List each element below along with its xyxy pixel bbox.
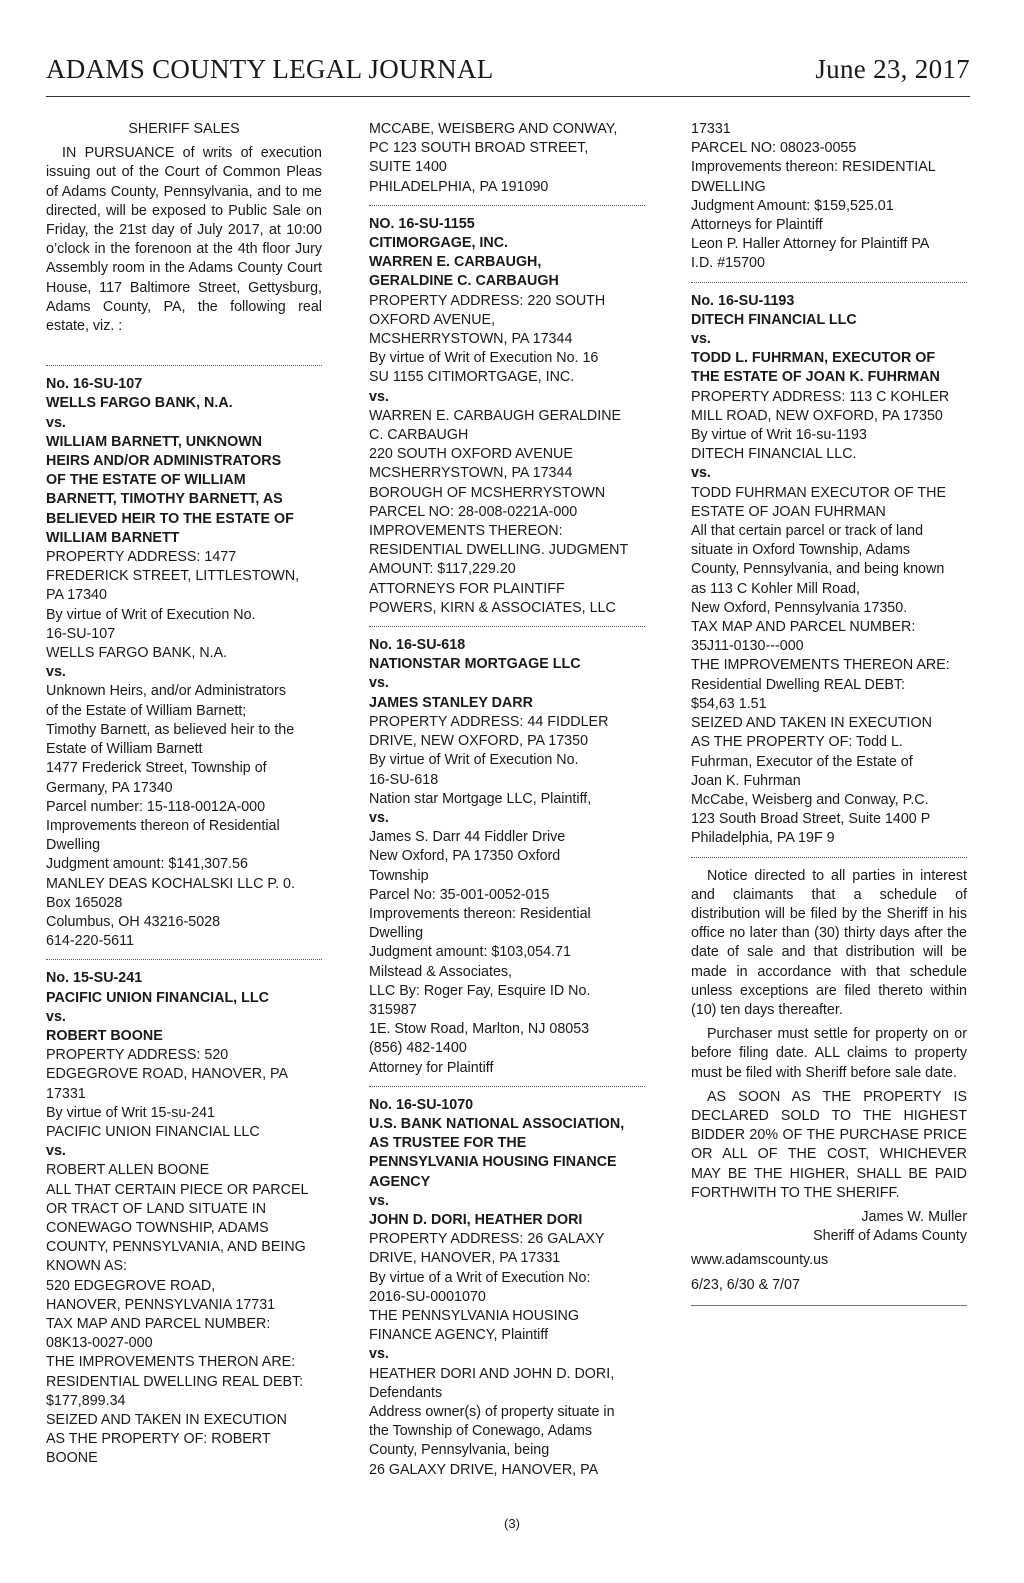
issue-date: June 23, 2017 [815,54,970,84]
text-line: 16-SU-107 [46,625,116,642]
text-line: ALL THAT CERTAIN PIECE OR PARCEL [46,1181,309,1198]
listing-16-su-1193 [691,292,967,849]
column-2 [369,120,645,1480]
listing-details [691,388,967,465]
text-line: 35J11-0130---000 [691,638,804,655]
text-line: 16-SU-618 [369,771,439,788]
text-line: PROPERTY ADDRESS: 113 C KOHLER [691,388,950,405]
text-line: DRIVE, NEW OXFORD, PA 17350 [369,733,589,750]
listing-details [46,682,322,951]
text-line: NATIONSTAR MORTGAGE LLC [369,656,581,673]
text-line: HEIRS AND/OR ADMINISTRATORS [46,453,282,470]
text-line: SU 1155 CITIMORTGAGE, INC. [369,369,575,386]
text-line: 315987 [369,1001,417,1018]
text-line: AS THE PROPERTY OF: ROBERT [46,1431,271,1448]
text-line: 123 South Broad Street, Suite 1400 P [691,811,931,828]
listing-header [46,969,322,1046]
text-line: TAX MAP AND PARCEL NUMBER: [46,1315,271,1332]
text-line: PROPERTY ADDRESS: 220 SOUTH [369,292,606,309]
text-line: Milstead & Associates, [369,963,513,980]
text-line: BOONE [46,1450,98,1467]
text-line: NO. 16-SU-1155 [369,215,475,232]
text-line: BOROUGH OF MCSHERRYSTOWN [369,484,606,501]
text-line: DRIVE, HANOVER, PA 17331 [369,1250,561,1267]
text-line: OR TRACT OF LAND SITUATE IN [46,1200,267,1217]
text-line: Township [369,867,429,884]
text-line: BARNETT, TIMOTHY BARNETT, AS [46,491,283,508]
versus-label: vs. [691,465,711,482]
text-line: JOHN D. DORI, HEATHER DORI [369,1211,583,1228]
text-line: County, Pennsylvania, and being known [691,561,945,578]
text-line: PARCEL NO: 28-008-0221A-000 [369,503,578,520]
text-line: 614-220-5611 [46,933,134,950]
text-line: AS TRUSTEE FOR THE [369,1135,527,1152]
text-line: New Oxford, PA 17350 Oxford [369,848,561,865]
text-line: No. 16-SU-1193 [691,292,795,309]
text-line: ROBERT BOONE [46,1027,163,1044]
text-line: MCSHERRYSTOWN, PA 17344 [369,465,573,482]
text-line: $177,899.34 [46,1392,126,1409]
text-line: COUNTY, PENNSYLVANIA, AND BEING [46,1239,306,1256]
text-line: PACIFIC UNION FINANCIAL LLC [46,1123,260,1140]
text-line: Attorney for Plaintiff [369,1059,494,1076]
text-line: Improvements thereon: RESIDENTIAL [691,159,936,176]
text-line: Improvements thereon of Residential [46,817,280,834]
text-line: vs. [369,675,389,692]
distribution-notice: Notice directed to all parties in interest and claimants that a schedule of distribution will be filed by the Sheriff in his office no later than (30) thirty days after the date of sale and that distribution will be made in accordance with that schedule unless exceptions are filed thereto within (10) ten days thereafter. [691,867,967,1018]
text-line: I.D. #15700 [691,255,765,272]
text-line: Leon P. Haller Attorney for Plaintiff PA [691,236,930,253]
text-line: MCSHERRYSTOWN, PA 17344 [369,331,573,348]
text-line: WILLIAM BARNETT [46,529,180,546]
text-line: No. 16-SU-618 [369,637,466,654]
versus-label: vs. [369,809,389,826]
text-line: THE ESTATE OF JOAN K. FUHRMAN [691,369,940,386]
text-line: WARREN E. CARBAUGH, [369,254,542,271]
listing-details [46,1046,322,1142]
text-line: PARCEL NO: 08023-0055 [691,140,857,157]
text-line: Box 165028 [46,894,123,911]
versus-label: vs. [369,1346,389,1363]
text-line: Dwelling [369,925,424,942]
text-line: U.S. BANK NATIONAL ASSOCIATION, [369,1115,625,1132]
text-line: OF THE ESTATE OF WILLIAM [46,472,246,489]
text-line: the Township of Conewago, Adams [369,1423,593,1440]
listing-15-su-241 [46,969,322,1468]
sheriff-name: James W. Muller [861,1208,967,1225]
text-line: AS THE PROPERTY OF: Todd L. [691,734,903,751]
text-line: Philadelphia, PA 19F 9 [691,830,835,847]
text-line: 26 GALAXY DRIVE, HANOVER, PA [369,1461,599,1478]
text-line: FINANCE AGENCY, Plaintiff [369,1327,549,1344]
text-line: No. 15-SU-241 [46,970,143,987]
masthead [46,54,970,88]
listing-header [369,215,645,292]
publication-dates: 6/23, 6/30 & 7/07 [691,1276,800,1293]
text-line: vs. [46,414,66,431]
text-line: MANLEY DEAS KOCHALSKI LLC P. 0. [46,875,295,892]
listing-16-su-1070 [369,1096,645,1480]
text-line: No. 16-SU-107 [46,376,143,393]
text-line: THE IMPROVEMENTS THEREON ARE: [691,657,950,674]
listing-header [369,1096,645,1230]
column-1 [46,120,322,1469]
text-line: LLC By: Roger Fay, Esquire ID No. [369,982,591,999]
text-line: All that certain parcel or track of land [691,523,924,540]
listing-details [691,484,967,849]
text-line: Nation star Mortgage LLC, Plaintiff, [369,790,592,807]
text-line: as 113 C Kohler Mill Road, [691,580,860,597]
listing-details [46,1161,322,1468]
listing-details [369,828,645,1078]
text-line: James S. Darr 44 Fiddler Drive [369,829,566,846]
text-line: By virtue of Writ of Execution No. [46,606,256,623]
text-line: CITIMORGAGE, INC. [369,235,508,252]
payment-notice: AS SOON AS THE PROPERTY IS DECLARED SOLD TO THE HIGHEST BIDDER 20% OF THE PURCHASE PRICE OR ALL OF THE COST, WHICHEVER MAY BE THE HIGHER, SHALL BE PAID FORTHWITH TO THE SHERIFF. [691,1088,967,1201]
text-line: Improvements thereon: Residential [369,905,591,922]
text-line: vs. [46,1008,66,1025]
text-line: McCabe, Weisberg and Conway, P.C. [691,791,929,808]
text-line: Joan K. Fuhrman [691,772,801,789]
text-line: DITECH FINANCIAL LLC [691,311,857,328]
versus-label: vs. [46,1143,66,1160]
text-line: TODD FUHRMAN EXECUTOR OF THE [691,484,946,501]
continued-text [369,120,645,197]
text-line: $54,63 1.51 [691,695,767,712]
text-line: DITECH FINANCIAL LLC. [691,446,857,463]
text-line: TODD L. FUHRMAN, EXECUTOR OF [691,350,936,367]
listing-header [691,292,967,388]
text-line: WELLS FARGO BANK, N.A. [46,395,233,412]
text-line: Germany, PA 17340 [46,779,173,796]
text-line: PA 17340 [46,587,107,604]
listing-separator [46,365,322,366]
text-line: FREDERICK STREET, LITTLESTOWN, [46,568,300,585]
text-line: ROBERT ALLEN BOONE [46,1162,210,1179]
text-line: EDGEGROVE ROAD, HANOVER, PA [46,1066,289,1083]
text-line: PROPERTY ADDRESS: 520 [46,1047,229,1064]
text-line: 1E. Stow Road, Marlton, NJ 08053 [369,1021,590,1038]
text-line: THE IMPROVEMENTS THERON ARE: [46,1354,296,1371]
text-line: PC 123 SOUTH BROAD STREET, [369,140,589,157]
column-3 [691,120,967,1306]
text-line: WARREN E. CARBAUGH GERALDINE [369,407,622,424]
text-line: PROPERTY ADDRESS: 26 GALAXY [369,1231,605,1248]
text-line: Attorneys for Plaintiff [691,217,823,234]
text-line: ATTORNEYS FOR PLAINTIFF [369,580,565,597]
listing-details [46,548,322,663]
text-line: 520 EDGEGROVE ROAD, [46,1277,216,1294]
listing-separator [691,857,967,858]
text-line: PACIFIC UNION FINANCIAL, LLC [46,989,269,1006]
listing-details [369,407,645,618]
listing-separator [369,626,645,627]
text-line: 1477 Frederick Street, Township of [46,760,267,777]
text-line: Columbus, OH 43216-5028 [46,913,221,930]
page-number: (3) [504,1516,520,1531]
text-line: ESTATE OF JOAN FUHRMAN [691,503,886,520]
purchaser-notice: Purchaser must settle for property on or before filing date. ALL claims to property must be filed with Sheriff before sale date. [691,1026,967,1081]
text-line: SUITE 1400 [369,159,447,176]
text-line: KNOWN AS: [46,1258,128,1275]
listing-details [369,713,645,809]
text-line: SEIZED AND TAKEN IN EXECUTION [691,715,932,732]
text-line: OXFORD AVENUE, [369,311,496,328]
text-line: 2016-SU-0001070 [369,1288,486,1305]
text-line: situate in Oxford Township, Adams [691,542,911,559]
text-line: County, Pennsylvania, being [369,1442,550,1459]
continued-text [691,120,967,274]
text-line: Dwelling [46,837,101,854]
listing-header [369,636,645,713]
text-line: Parcel number: 15-118-0012A-000 [46,798,266,815]
text-line: GERALDINE C. CARBAUGH [369,273,559,290]
text-line: By virtue of Writ 16-su-1193 [691,427,867,444]
versus-label: vs. [46,664,66,681]
end-rule [691,1305,967,1306]
text-line: vs. [369,1192,389,1209]
text-line: No. 16-SU-1070 [369,1096,474,1113]
listing-separator [369,205,645,206]
text-line: New Oxford, Pennsylvania 17350. [691,599,908,616]
section-heading: SHERIFF SALES [128,121,240,137]
text-line: AMOUNT: $117,229.20 [369,561,516,578]
header-rule [46,96,970,97]
listing-16-su-618 [369,636,645,1078]
website: www.adamscounty.us [691,1252,829,1269]
text-line: Parcel No: 35-001-0052-015 [369,886,550,903]
listing-separator [691,282,967,283]
listing-header [46,375,322,548]
listing-separator [369,1086,645,1087]
text-line: (856) 482-1400 [369,1040,467,1057]
text-line: Address owner(s) of property situate in [369,1404,615,1420]
intro-paragraph: IN PURSUANCE of writs of execution issuing out of the Court of Common Pleas of Adams County, Pennsylvania, and to me directed, will be exposed to Public Sale on Friday, the 21st day of July 2017, at 10:00 o’clock in the forenoon at the 4th floor Jury Assembly room in the Adams County Court House, 117 Baltimore Street, Gettysburg, Adams County, PA, the following real estate, viz. : [46,145,322,335]
listing-details [369,1230,645,1345]
text-line: JAMES STANLEY DARR [369,694,533,711]
text-line: vs. [691,331,711,348]
listing-separator [46,959,322,960]
text-line: By virtue of Writ 15-su-241 [46,1104,215,1121]
text-line: HEATHER DORI AND JOHN D. DORI, [369,1365,615,1382]
text-line: IMPROVEMENTS THEREON: [369,523,563,540]
text-line: Unknown Heirs, and/or Administrators [46,683,286,700]
text-line: PENNSYLVANIA HOUSING FINANCE [369,1154,617,1171]
versus-label: vs. [369,388,389,405]
listing-details [369,1365,645,1480]
text-line: Judgment amount: $103,054.71 [369,944,571,961]
text-line: Fuhrman, Executor of the Estate of [691,753,913,770]
text-line: DWELLING [691,178,766,195]
text-line: WILLIAM BARNETT, UNKNOWN [46,433,263,450]
text-line: RESIDENTIAL DWELLING. JUDGMENT [369,542,629,559]
text-line: AGENCY [369,1173,431,1190]
text-line: CONEWAGO TOWNSHIP, ADAMS [46,1219,269,1236]
text-line: HANOVER, PENNSYLVANIA 17731 [46,1296,276,1313]
text-line: Judgment amount: $141,307.56 [46,856,248,873]
text-line: Judgment Amount: $159,525.01 [691,197,894,214]
text-line: SEIZED AND TAKEN IN EXECUTION [46,1412,287,1428]
text-line: BELIEVED HEIR TO THE ESTATE OF [46,510,294,527]
text-line: MILL ROAD, NEW OXFORD, PA 17350 [691,407,943,424]
text-line: POWERS, KIRN & ASSOCIATES, LLC [369,599,616,616]
text-line: PROPERTY ADDRESS: 44 FIDDLER [369,713,609,730]
text-line: Estate of William Barnett [46,741,203,758]
text-line: C. CARBAUGH [369,427,469,444]
listing-16-su-1155 [369,215,645,618]
text-line: 08K13-0027-000 [46,1335,153,1352]
text-line: WELLS FARGO BANK, N.A. [46,645,228,662]
text-line: Timothy Barnett, as believed heir to the [46,721,295,738]
text-line: PHILADELPHIA, PA 191090 [369,178,549,195]
listing-details [369,292,645,388]
text-line: By virtue of a Writ of Execution No: [369,1269,591,1286]
text-line: Residential Dwelling REAL DEBT: [691,676,906,693]
text-line: MCCABE, WEISBERG AND CONWAY, [369,121,618,137]
text-line: PROPERTY ADDRESS: 1477 [46,549,237,566]
text-line: Defendants [369,1384,443,1401]
text-line: TAX MAP AND PARCEL NUMBER: [691,619,916,636]
text-line: THE PENNSYLVANIA HOUSING [369,1307,579,1324]
text-line: 17331 [691,121,731,137]
text-line: 17331 [46,1085,86,1102]
text-line: of the Estate of William Barnett; [46,702,247,719]
text-line: By virtue of Writ of Execution No. 16 [369,350,599,367]
sheriff-title: Sheriff of Adams County [813,1228,967,1245]
text-line: By virtue of Writ of Execution No. [369,752,579,769]
journal-title: ADAMS COUNTY LEGAL JOURNAL [46,54,494,84]
text-line: 220 SOUTH OXFORD AVENUE [369,446,573,463]
listing-16-su-107 [46,375,322,951]
text-line: RESIDENTIAL DWELLING REAL DEBT: [46,1373,304,1390]
